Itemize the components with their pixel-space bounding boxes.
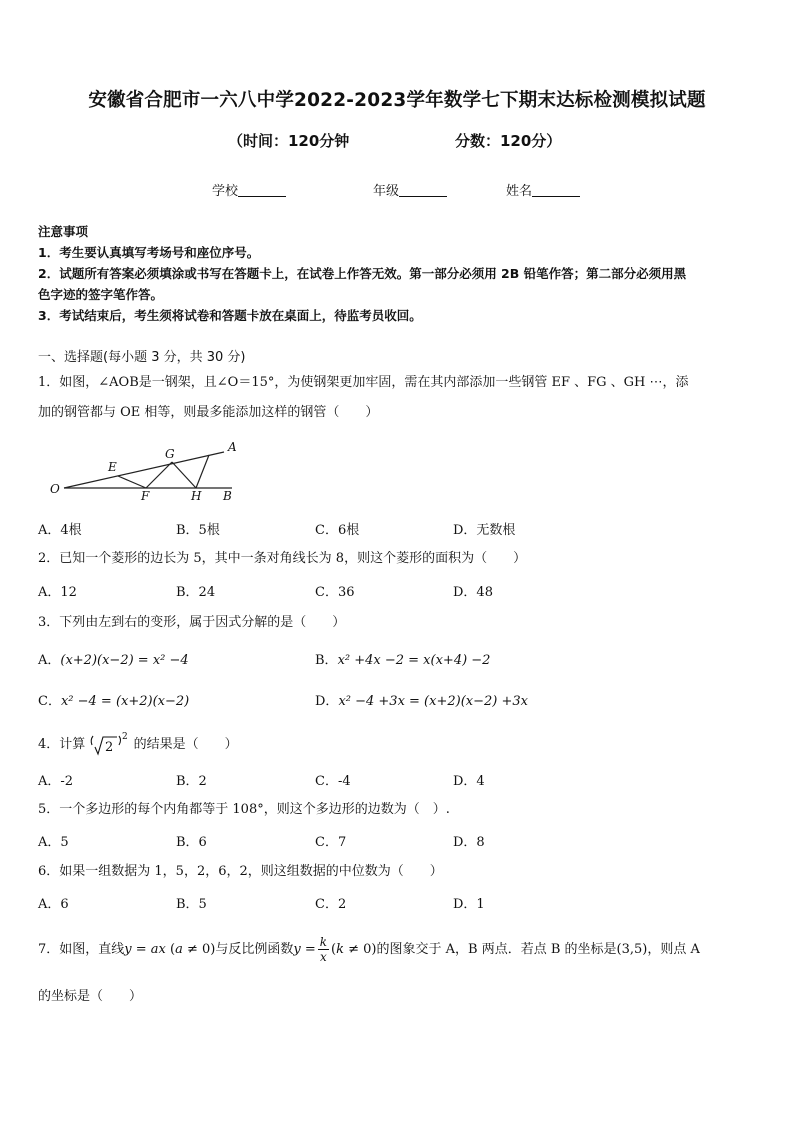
label-o: O bbox=[50, 482, 60, 496]
notice-heading: 注意事项 bbox=[38, 224, 89, 239]
q7-fraction: $\frac{k}{x}$ bbox=[319, 935, 328, 964]
q6-option-c[interactable]: C．2 bbox=[315, 897, 347, 912]
q6-option-b[interactable]: B．5 bbox=[176, 897, 207, 912]
q3-option-d[interactable]: D．x² −4 +3x = (x+2)(x−2) +3x bbox=[315, 694, 528, 709]
question-6: 6．如果一组数据为 1，5，2，6，2，则这组数据的中位数为（ ） bbox=[38, 864, 443, 879]
question-1-cont bbox=[38, 403, 758, 423]
question-1-text-a: 1．如图，∠AOB是一钢架，且∠O＝15°，为使钢架更加牢固，需在其内部添加一些钢管 EF 、FG 、GH ⋯，添 bbox=[38, 375, 689, 390]
notice-item: 3．考试结束后，考生须将试卷和答题卡放在桌面上，待监考员收回。 bbox=[38, 308, 422, 323]
ray-oa bbox=[64, 452, 224, 488]
label-b: B bbox=[223, 489, 232, 503]
q2-option-d[interactable]: D．48 bbox=[453, 585, 493, 600]
question-7-cont: 的坐标是（ ） bbox=[38, 989, 143, 1004]
notice-item: 2．试题所有答案必须填涂或书写在答题卡上，在试卷上作答无效。第一部分必须用 2B 铅笔作答；第二部分必须用黑 bbox=[38, 266, 687, 281]
q3-expr-c: x² −4 = (x+2)(x−2) bbox=[60, 694, 190, 709]
question-1-text-b: 加的钢管都与 OE 相等，则最多能添加这样的钢管（ ） bbox=[38, 405, 379, 420]
q5-option-c[interactable]: C．7 bbox=[315, 835, 347, 850]
q4-option-b[interactable]: B．2 bbox=[176, 774, 207, 789]
notice-item: 1．考生要认真填写考场号和座位序号。 bbox=[38, 245, 260, 260]
sqrt-2-squared-icon bbox=[89, 730, 129, 758]
q3-option-c[interactable]: C．x² −4 = (x+2)(x−2) bbox=[38, 694, 190, 709]
q2-option-c[interactable]: C．36 bbox=[315, 585, 355, 600]
q1-figure bbox=[46, 438, 246, 506]
q2-option-a[interactable]: A．12 bbox=[38, 585, 77, 600]
q1-option-a[interactable]: A．4根 bbox=[38, 523, 82, 538]
q1-option-d[interactable]: D．无数根 bbox=[453, 523, 516, 538]
question-4: 4．计算 2 2 的结果是（ ） bbox=[38, 730, 758, 758]
exam-title: 安徽省合肥市一六八中学2022-2023学年数学七下期末达标检测模拟试题 bbox=[88, 90, 706, 111]
label-e: E bbox=[108, 460, 117, 474]
school-blank[interactable] bbox=[238, 182, 286, 197]
q5-option-a[interactable]: A．5 bbox=[38, 835, 69, 850]
q7-point-b: (3,5) bbox=[616, 942, 648, 957]
q3-expr-a: (x+2)(x−2) = x² −4 bbox=[60, 653, 189, 668]
question-7: 7．如图，直线y = ax (a ≠ 0)与反比例函数y = $\frac{k}{x}$ (k ≠ 0)的图象交于 A，B 两点．若点 B 的坐标是(3,5)，则点 A bbox=[38, 935, 700, 964]
pipe-hi bbox=[196, 455, 209, 488]
label-a: A bbox=[228, 440, 237, 454]
q3-expr-b: x² +4x −2 = x(x+4) −2 bbox=[337, 653, 491, 668]
q2-option-b[interactable]: B．24 bbox=[176, 585, 216, 600]
label-f: F bbox=[141, 489, 150, 503]
notice-block bbox=[38, 221, 760, 326]
school-field: 学校 bbox=[212, 180, 286, 199]
question-1 bbox=[38, 373, 758, 393]
q6-option-a[interactable]: A．6 bbox=[38, 897, 69, 912]
question-2: 2．已知一个菱形的边长为 5，其中一条对角线长为 8，则这个菱形的面积为（ ） bbox=[38, 551, 527, 566]
q6-option-d[interactable]: D．1 bbox=[453, 897, 485, 912]
q3-expr-d: x² −4 +3x = (x+2)(x−2) +3x bbox=[338, 694, 528, 709]
q4-option-c[interactable]: C．-4 bbox=[315, 774, 351, 789]
question-5: 5．一个多边形的每个内角都等于 108°，则这个多边形的边数为（ ）. bbox=[38, 802, 450, 817]
name-field: 姓名 bbox=[506, 180, 580, 199]
question-3: 3．下列由左到右的变形，属于因式分解的是（ ） bbox=[38, 615, 346, 630]
pipe-gh bbox=[172, 462, 196, 488]
score-label: 分数：120分） bbox=[455, 132, 562, 150]
q4-option-d[interactable]: D．4 bbox=[453, 774, 485, 789]
sqrt-expression bbox=[89, 730, 129, 758]
notice-item: 色字迹的签字笔作答。 bbox=[38, 287, 164, 302]
label-h: H bbox=[191, 489, 202, 503]
pipe-fg bbox=[146, 462, 172, 488]
label-g: G bbox=[165, 447, 175, 461]
q5-option-d[interactable]: D．8 bbox=[453, 835, 485, 850]
q4-option-a[interactable]: A．-2 bbox=[38, 774, 74, 789]
grade-field: 年级 bbox=[373, 180, 447, 199]
time-label: （时间：120分钟 bbox=[228, 132, 350, 150]
grade-blank[interactable] bbox=[399, 182, 447, 197]
q1-option-c[interactable]: C．6根 bbox=[315, 523, 360, 538]
q5-option-b[interactable]: B．6 bbox=[176, 835, 207, 850]
q7-line-expr: y = ax bbox=[124, 942, 166, 957]
pipe-ef bbox=[118, 476, 146, 488]
name-blank[interactable] bbox=[532, 182, 580, 197]
svg-text:2: 2 bbox=[105, 740, 114, 755]
q1-option-b[interactable]: B．5根 bbox=[176, 523, 220, 538]
section-heading: 一、选择题(每小题 3 分，共 30 分) bbox=[38, 350, 246, 365]
q3-option-b[interactable]: B．x² +4x −2 = x(x+4) −2 bbox=[315, 653, 491, 668]
svg-text:2: 2 bbox=[122, 732, 129, 742]
q3-option-a[interactable]: A．(x+2)(x−2) = x² −4 bbox=[38, 653, 189, 668]
